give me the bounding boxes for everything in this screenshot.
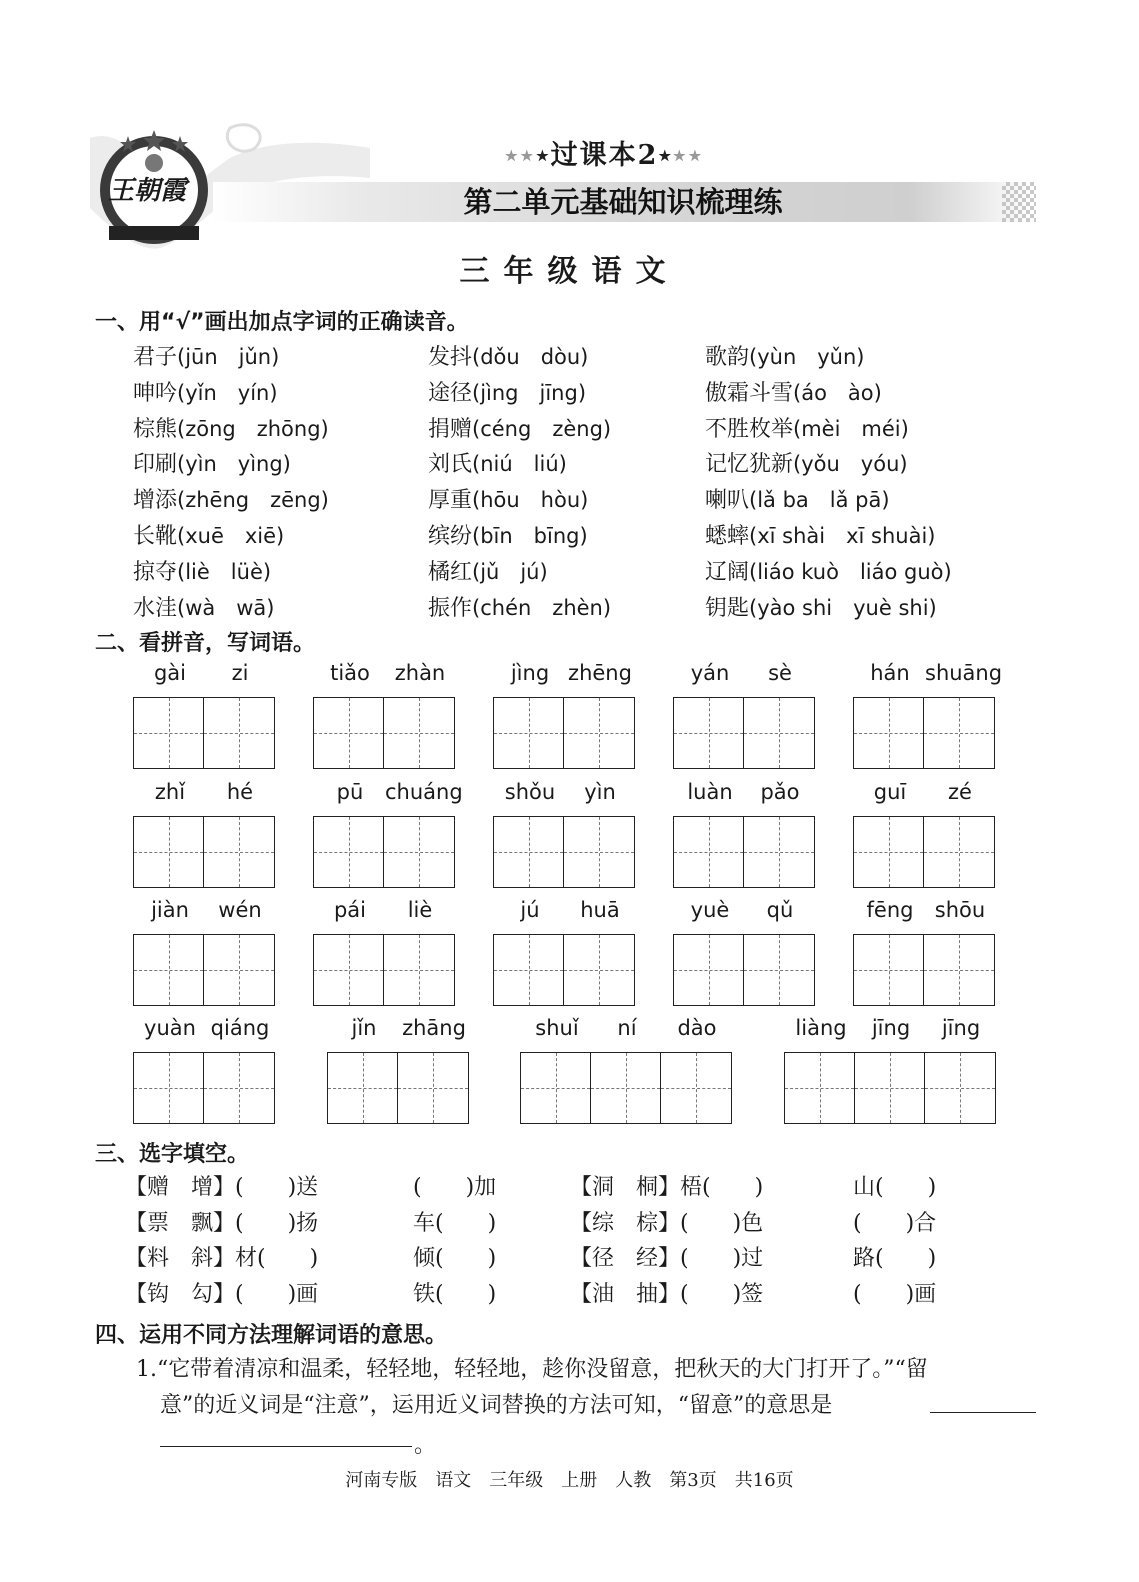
grid-cell[interactable] [674,698,744,768]
unit-title: 第二单元基础知识梳理练 [463,185,783,219]
grid-cell[interactable] [134,817,204,887]
logo-text: 王朝霞 [108,176,187,206]
item-pinyin-options[interactable]: (lǎ ba lǎ pā) [749,488,890,513]
pinyin-label: luàn [687,780,733,804]
reading-item [705,591,937,622]
reading-item [428,412,611,443]
reading-item [705,376,882,407]
pinyin-label: yìn [584,780,616,804]
item-pinyin-options[interactable]: (liè lüè) [177,559,272,584]
item-pinyin-options[interactable]: (xuē xiē) [177,524,285,548]
grid-cell[interactable] [314,935,384,1005]
reading-item [428,591,611,622]
item-word: 喇叭 [705,488,750,514]
pinyin-label: hán [870,661,910,685]
question1-line2: 意”的近义词是“注意”，运用近义词替换的方法可知，“留意”的意思是 [160,1393,833,1418]
grid-cell[interactable] [744,817,814,887]
pinyin-label: liè [407,898,433,922]
item-word: 增添 [133,488,178,514]
pinyin-label: yán [690,661,730,685]
fill-blank-item[interactable]: 铁( ) [413,1281,497,1307]
grid-cell[interactable] [854,698,924,768]
pinyin-label: zhāng [402,1016,466,1040]
pinyin-label: dào [677,1016,717,1040]
pinyin-label: jǐn [351,1016,377,1040]
item-word: 捐赠 [428,416,473,442]
fill-blank-item[interactable]: 【赠 增】( )送 [125,1175,319,1200]
pinyin-label: shuāng [925,661,1003,685]
fill-blank-item[interactable]: ( )画 [853,1281,937,1307]
item-pinyin-options[interactable]: (jǔ jú) [472,559,548,584]
item-word: 掠夺 [133,559,178,585]
grid-cell[interactable] [674,935,744,1005]
section3-title: 三、选字填空。 [95,1142,250,1167]
grid-cell[interactable] [591,1053,661,1123]
writing-grid[interactable] [493,816,635,888]
item-pinyin-options[interactable]: (yùn yǔn) [749,345,865,369]
grid-cell[interactable] [494,698,564,768]
star-icon: ★★ [673,148,705,165]
pinyin-label: jìng [510,661,550,685]
grid-cell[interactable] [855,1053,925,1123]
reading-item [428,447,567,478]
reading-item [133,340,279,371]
grid-cell[interactable] [785,1053,855,1123]
grid-cell[interactable] [674,817,744,887]
item-pinyin-options[interactable]: (dǒu dòu) [472,345,589,369]
item-word: 歌韵 [705,345,750,370]
title-banner [213,182,1033,222]
item-pinyin-options[interactable]: (liáo kuò liáo guò) [749,559,952,584]
reading-item [133,376,278,407]
reading-item [428,519,588,550]
pinyin-label: yuàn [144,1016,196,1040]
fill-blank-item[interactable]: ( )加 [413,1175,497,1200]
pinyin-label: huā [580,898,620,922]
star-icon: ★ [658,148,674,165]
writing-grid[interactable] [853,697,995,769]
item-word: 君子 [133,345,178,370]
section1-title: 一、用“√”画出加点字词的正确读音。 [95,310,469,335]
grid-cell[interactable] [744,935,814,1005]
pinyin-label: jīng [871,1016,911,1040]
writing-grid[interactable] [673,816,815,888]
pinyin-label: liàng [795,1016,847,1040]
grid-cell[interactable] [494,817,564,887]
reading-item [428,376,586,407]
pinyin-label: chuáng [385,780,463,804]
item-word: 厚重 [428,488,473,514]
item-word: 不胜枚举 [705,416,794,442]
grid-cell[interactable] [384,935,454,1005]
item-word: 长靴 [133,524,178,549]
item-word: 印刷 [133,452,178,478]
grid-cell[interactable] [204,1053,274,1123]
pinyin-label: hé [226,780,254,804]
item-pinyin-options[interactable]: (wà wā) [177,595,275,620]
pinyin-label: shuǐ [535,1016,579,1040]
grid-cell[interactable] [314,698,384,768]
grid-cell[interactable] [494,935,564,1005]
item-pinyin-options[interactable]: (niú liú) [472,452,567,477]
pinyin-label: tiǎo [330,661,370,685]
fill-blank-item[interactable]: 【洞 桐】梧( ) [570,1175,764,1200]
writing-grid[interactable] [493,934,635,1006]
writing-grid[interactable] [853,934,995,1006]
grid-cell[interactable] [134,1053,204,1123]
grid-cell[interactable] [564,817,634,887]
fill-blank-item[interactable]: 【料 斜】材( ) [125,1246,319,1271]
writing-grid[interactable] [520,1052,732,1124]
writing-grid[interactable] [313,934,455,1006]
fill-blank-item[interactable]: 倾( ) [413,1246,497,1271]
grid-cell[interactable] [661,1053,731,1123]
grid-cell[interactable] [398,1053,468,1123]
item-pinyin-options[interactable]: (jūn jǔn) [177,345,280,369]
reading-item [133,412,329,443]
writing-grid[interactable] [327,1052,469,1124]
item-word: 辽阔 [705,559,750,585]
item-word: 蟋蟀 [705,524,750,549]
pinyin-label: pū [336,780,364,804]
pinyin-label: zi [231,661,249,685]
series-text: 过课本2 [550,140,659,171]
grid-cell[interactable] [314,817,384,887]
item-pinyin-options[interactable]: (áo ào) [793,380,882,405]
fill-blank-item[interactable]: 【票 飘】( )扬 [125,1210,319,1236]
writing-grid[interactable] [133,697,275,769]
item-word: 钥匙 [705,595,750,621]
grid-cell[interactable] [384,817,454,887]
item-pinyin-options[interactable]: (yǒu yóu) [793,452,908,477]
item-pinyin-options[interactable]: (zhēng zēng) [177,488,329,513]
item-word: 记忆犹新 [705,452,794,478]
item-word: 傲霜斗雪 [705,380,794,406]
writing-grid[interactable] [493,697,635,769]
item-pinyin-options[interactable]: (zōng zhōng) [177,416,329,441]
item-pinyin-options[interactable]: (yào shi yuè shi) [749,595,937,620]
grid-cell[interactable] [384,698,454,768]
pinyin-label: jú [520,898,540,922]
fill-blank-item[interactable]: 【综 棕】( )色 [570,1210,764,1236]
reading-item [428,340,588,371]
pinyin-label: wén [218,898,262,922]
reading-item [705,340,865,371]
reading-item [133,483,329,514]
writing-grid[interactable] [313,816,455,888]
grid-cell[interactable] [521,1053,591,1123]
fill-blank-item[interactable]: 山( ) [853,1175,937,1200]
writing-grid[interactable] [313,697,455,769]
section4-title: 四、运用不同方法理解词语的意思。 [95,1323,448,1348]
pinyin-label: qǔ [766,898,794,922]
item-word: 发抖 [428,345,473,370]
grid-cell[interactable] [744,698,814,768]
writing-grid[interactable] [133,816,275,888]
grid-cell[interactable] [924,935,994,1005]
item-word: 刘氏 [428,452,473,478]
question1-line1: 1.“它带着清凉和温柔，轻轻地，轻轻地，趁你没留意，把秋天的大门打开了。”“留 [136,1357,928,1382]
grid-cell[interactable] [134,698,204,768]
reading-item [133,555,271,586]
reading-item [705,447,908,478]
writing-grid[interactable] [133,934,275,1006]
item-word: 水洼 [133,595,178,621]
pinyin-label: shōu [934,898,986,922]
star-icon: ★ [536,148,551,165]
pinyin-label: qiáng [210,1016,270,1040]
pinyin-label: ní [617,1016,637,1040]
pinyin-label: jiàn [151,898,189,922]
item-word: 橘红 [428,559,473,585]
item-pinyin-options[interactable]: (mèi méi) [793,416,909,441]
reading-item [705,519,936,550]
reading-item [705,483,890,514]
pinyin-label: zhàn [394,661,446,685]
reading-item [428,483,588,514]
item-pinyin-options[interactable]: (chén zhèn) [472,595,612,620]
grid-cell[interactable] [854,817,924,887]
item-pinyin-options[interactable]: (bīn bīng) [472,524,588,548]
fill-blank-item[interactable]: 路( ) [853,1246,937,1271]
grid-cell[interactable] [204,698,274,768]
series-label [505,133,704,172]
pinyin-label: gài [153,661,187,685]
item-word: 振作 [428,595,473,621]
writing-grid[interactable] [853,816,995,888]
item-pinyin-options[interactable]: (yǐn yín) [177,380,278,405]
pinyin-label: shǒu [504,780,556,804]
question1-end: 。 [414,1433,437,1458]
section2-title: 二、看拼音，写词语。 [95,631,316,656]
pinyin-label: sè [768,661,792,685]
writing-grid[interactable] [133,1052,275,1124]
checker-decoration [1002,182,1036,222]
item-pinyin-options[interactable]: (hōu hòu) [472,488,589,513]
pinyin-label: guī [873,780,907,804]
grid-cell[interactable] [328,1053,398,1123]
reading-item [133,447,291,478]
fill-blank-item[interactable]: 车( ) [413,1210,497,1236]
grid-cell[interactable] [925,1053,995,1123]
grid-cell[interactable] [854,935,924,1005]
fill-blank-item[interactable]: 【钩 勾】( )画 [125,1281,319,1307]
pinyin-label: pái [333,898,367,922]
fill-blank-item[interactable]: 【径 经】( )过 [570,1246,764,1271]
pinyin-label: zé [948,780,972,804]
grid-cell[interactable] [564,935,634,1005]
pinyin-label: jīng [941,1016,981,1040]
pinyin-label: fēng [866,898,914,922]
reading-item [133,519,284,550]
pinyin-label: zhēng [568,661,632,685]
answer-blank[interactable] [160,1446,412,1447]
reading-item [705,555,952,586]
reading-item [428,555,548,586]
grid-cell[interactable] [924,698,994,768]
fill-blank-item[interactable]: 【油 抽】( )签 [570,1281,764,1307]
fill-blank-item[interactable]: ( )合 [853,1210,937,1236]
writing-grid[interactable] [784,1052,996,1124]
item-pinyin-options[interactable]: (yìn yìng) [177,452,291,477]
grid-cell[interactable] [924,817,994,887]
pinyin-label: pǎo [760,780,800,804]
item-pinyin-options[interactable]: (xī shài xī shuài) [749,524,936,548]
pinyin-label: yuè [690,898,730,922]
item-word: 棕熊 [133,416,178,442]
writing-grid[interactable] [673,697,815,769]
item-pinyin-options[interactable]: (jìng jīng) [472,380,587,405]
grid-cell[interactable] [564,698,634,768]
page-footer: 河南专版 语文 三年级 上册 人教 第3页 共16页 [345,1470,794,1491]
grid-cell[interactable] [134,935,204,1005]
reading-item [705,412,909,443]
writing-grid[interactable] [673,934,815,1006]
subject-subtitle: 三年级语文 [459,254,680,289]
grid-cell[interactable] [204,935,274,1005]
answer-blank[interactable] [930,1412,1036,1413]
pinyin-label: zhǐ [154,780,186,804]
item-word: 途径 [428,380,473,406]
item-pinyin-options[interactable]: (céng zèng) [472,416,612,441]
grid-cell[interactable] [204,817,274,887]
reading-item [133,591,275,622]
star-icon: ★★ [505,148,537,165]
item-word: 缤纷 [428,524,473,549]
item-word: 呻吟 [133,380,178,406]
